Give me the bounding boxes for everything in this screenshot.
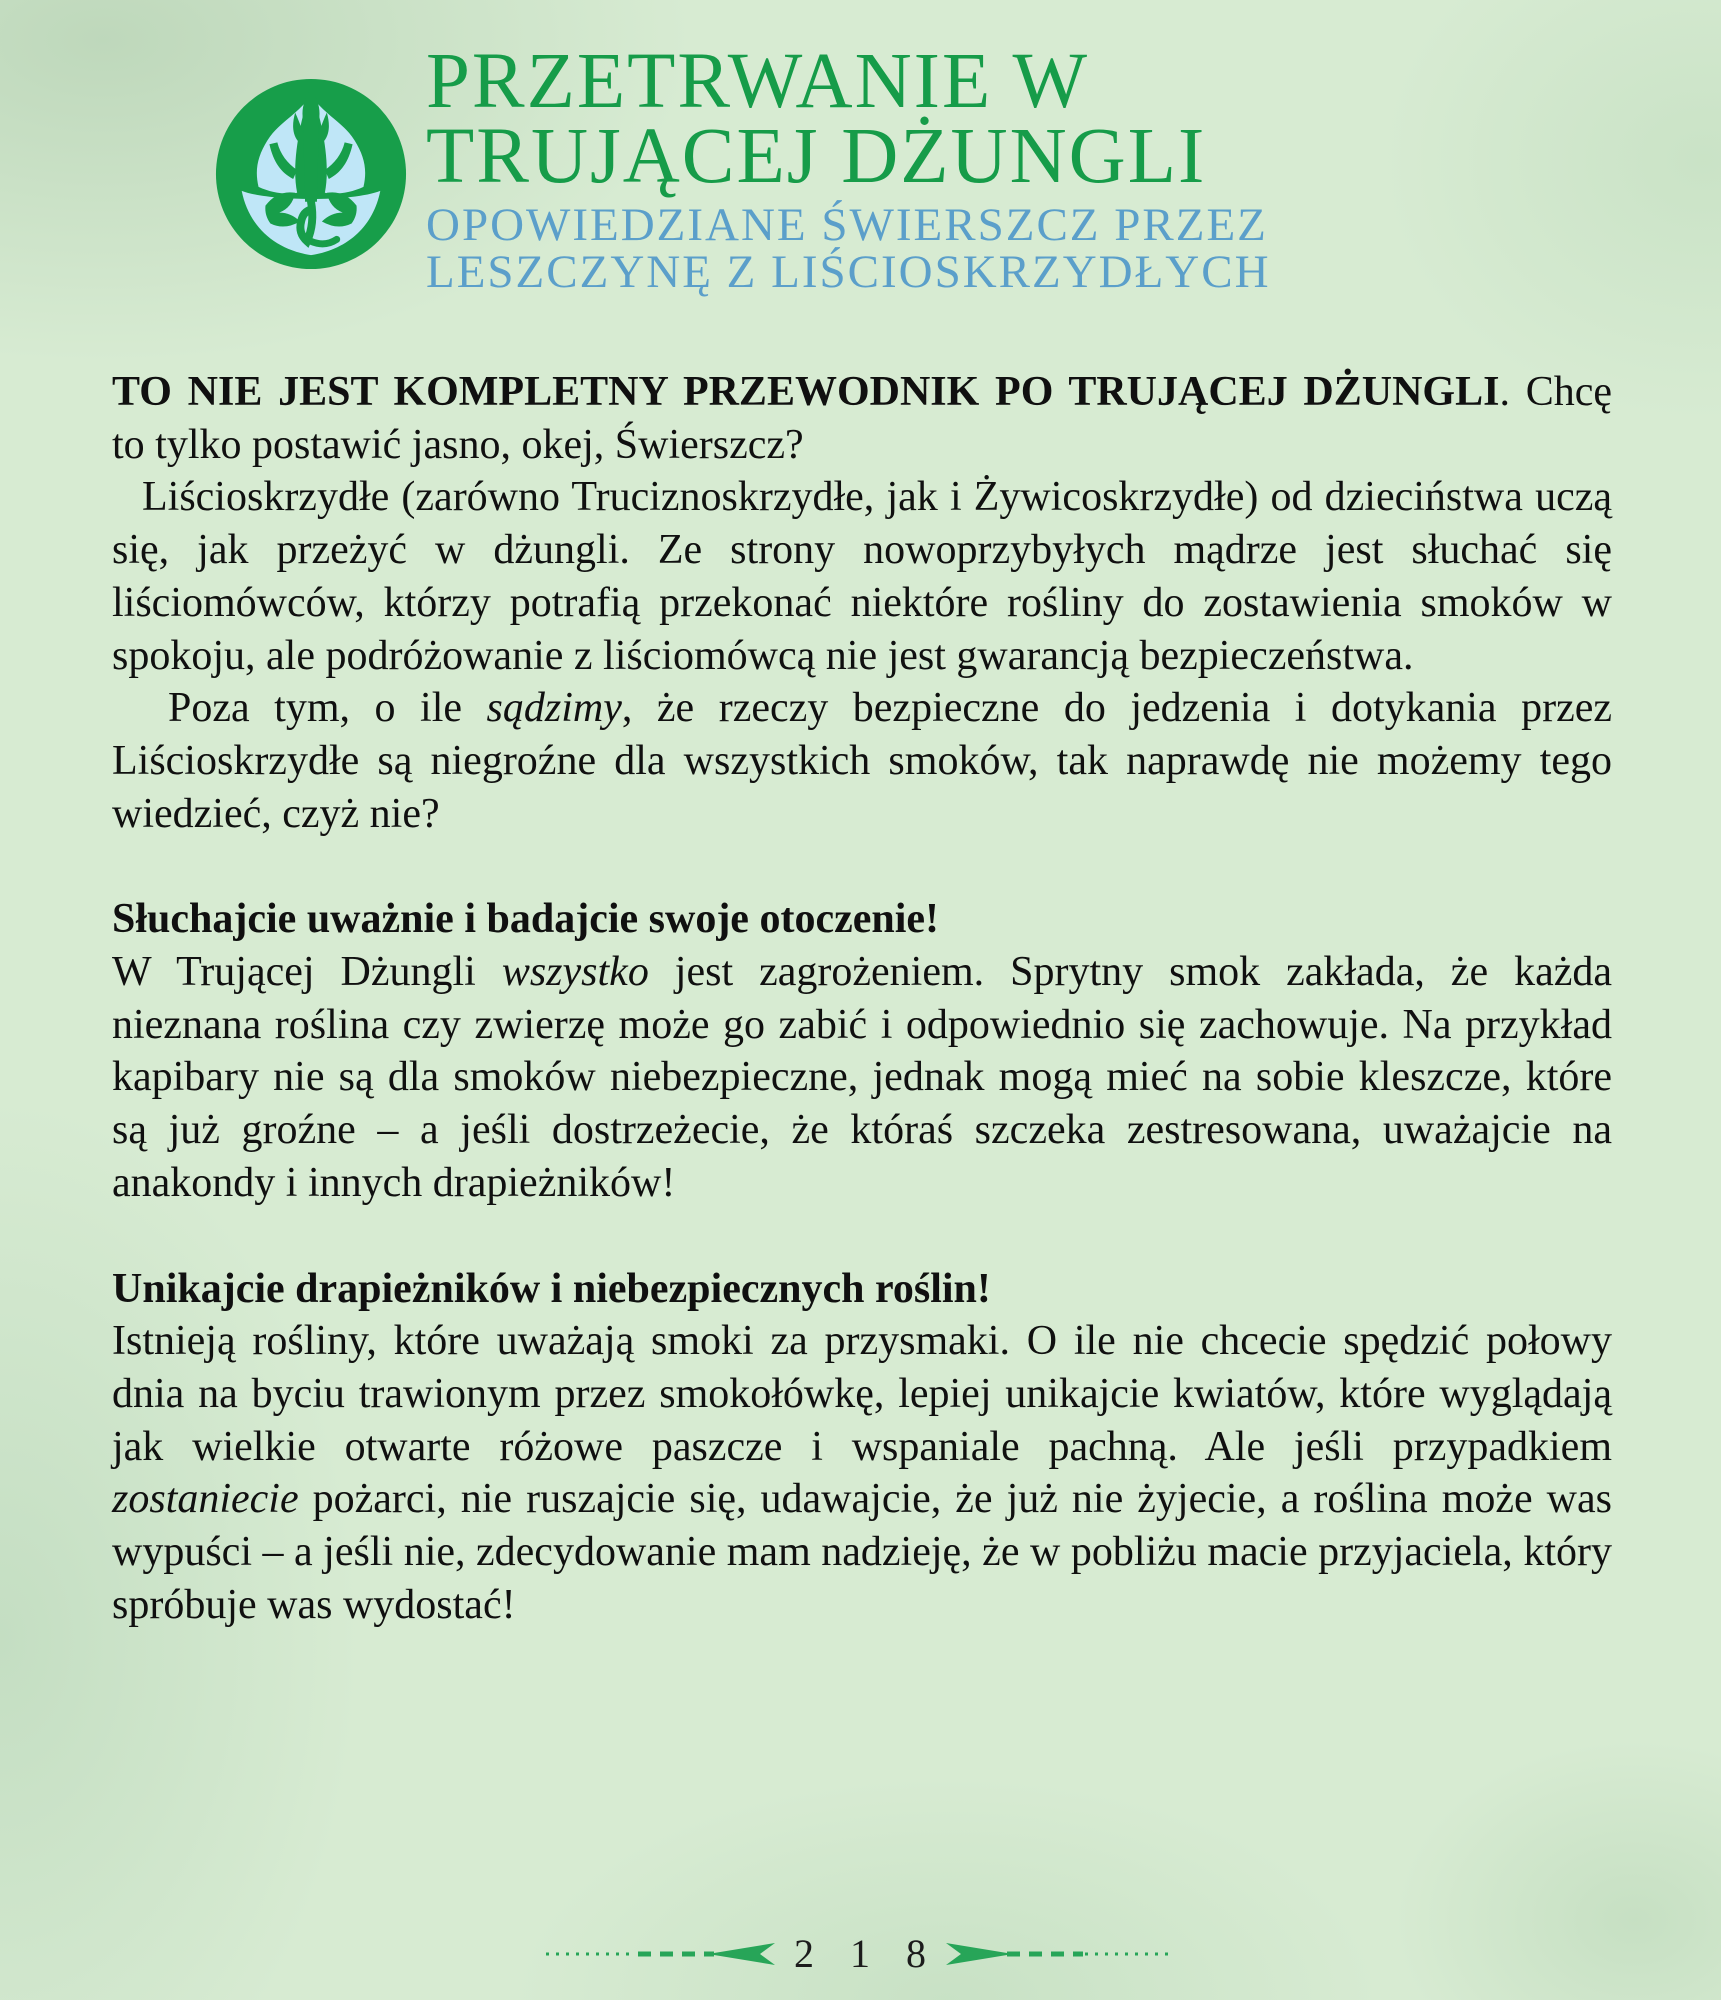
page-number: 2 1 8 (794, 1931, 939, 1976)
text-run: Istnieją rośliny, które uważają smoki za przysmaki. O ile nie chcecie spędzić połowy dnia na byciu trawionym przez smokołówkę, lepiej unikajcie kwiatów, które wyglądają jak wielkie otwarte różowe paszcze i wspaniale pachną. Ale jeśli przypadkiem (112, 1318, 1612, 1470)
dragon-emblem-icon (212, 74, 410, 274)
intro-rest-text: . Chcę to tylko postawić jasno, okej, Świerszcz? (112, 369, 1612, 468)
footer-ornament-left-icon (544, 1941, 776, 1967)
page-body (112, 366, 1612, 1631)
italic-run: wszystko (501, 949, 649, 996)
subtitle-line-2: LESZCZYNĘ Z LIŚCIOSKRZYDŁYCH (426, 245, 1271, 298)
italic-run: zostaniecie (112, 1476, 299, 1523)
page-title (426, 38, 1271, 201)
title-line-1: PRZETRWANIE W (426, 38, 1090, 125)
text-run: W Trującej Dżungli (112, 949, 502, 996)
page-header (212, 38, 1661, 298)
subtitle-line-1: OPOWIEDZIANE ŚWIERSZCZ PRZEZ (426, 199, 1268, 252)
text-run: , że rzeczy bezpieczne do jedzenia i dotykania przez Liścioskrzydłe są niegroźne dla wszystkich smoków, tak naprawdę nie możemy tego wiedzieć, czyż nie? (112, 685, 1612, 837)
page-subtitle (426, 199, 1271, 298)
text-run: jest zagrożeniem. Sprytny smok zakłada, że każda nieznana roślina czy zwierzę może go zabić i odpowiednio się zachowuje. Na przykład kapibary nie są dla smoków niebezpieczne, jednak mogą mieć na sobie kleszcze, które są już groźne – a jeśli dostrzeżecie, że któraś szczeka zestresowana, uważajcie na anakondy i innych drapieżników! (112, 949, 1612, 1206)
title-block (426, 38, 1271, 298)
section-heading-listen: Słuchajcie uważnie i badajcie swoje otoczenie! (112, 896, 940, 943)
paragraph-avoid (112, 1315, 1612, 1631)
page-footer (0, 1931, 1721, 1976)
section-heading-avoid: Unikajcie drapieżników i niebezpiecznych roślin! (112, 1265, 991, 1312)
paragraph-leafwings: Liścioskrzydłe (zarówno Truciznoskrzydłe, jak i Żywicoskrzydłe) od dzieciństwa uczą się, jak przeżyć w dżungli. Ze strony nowoprzybyłych mądrze jest słuchać się liściomówców, którzy potrafią przekonać niektóre rośliny do zostawienia smoków w spokoju, ale podróżowanie z liściomówcą nie jest gwarancją bezpieczeństwa. (112, 474, 1612, 679)
dragon-emblem-svg (212, 74, 410, 274)
text-run: Poza tym, o ile (168, 685, 487, 732)
title-line-2: TRUJĄCEJ DŻUNGLI (426, 113, 1207, 201)
text-run: pożarci, nie ruszajcie się, udawajcie, że już nie żyjecie, a roślina może was wypuści – a jeśli nie, zdecydowanie mam nadzieję, że w pobliżu macie przyjaciela, który spróbuje was wydostać! (112, 1476, 1612, 1628)
intro-bold-text: TO NIE JEST KOMPLETNY PRZEWODNIK PO TRUJĄCEJ DŻUNGLI (112, 369, 1500, 415)
paragraph-assumption (112, 682, 1612, 840)
footer-ornament-right-icon (945, 1941, 1177, 1967)
italic-run: sądzimy (486, 685, 622, 732)
paragraph-intro (112, 366, 1612, 471)
paragraph-listen (112, 946, 1612, 1210)
